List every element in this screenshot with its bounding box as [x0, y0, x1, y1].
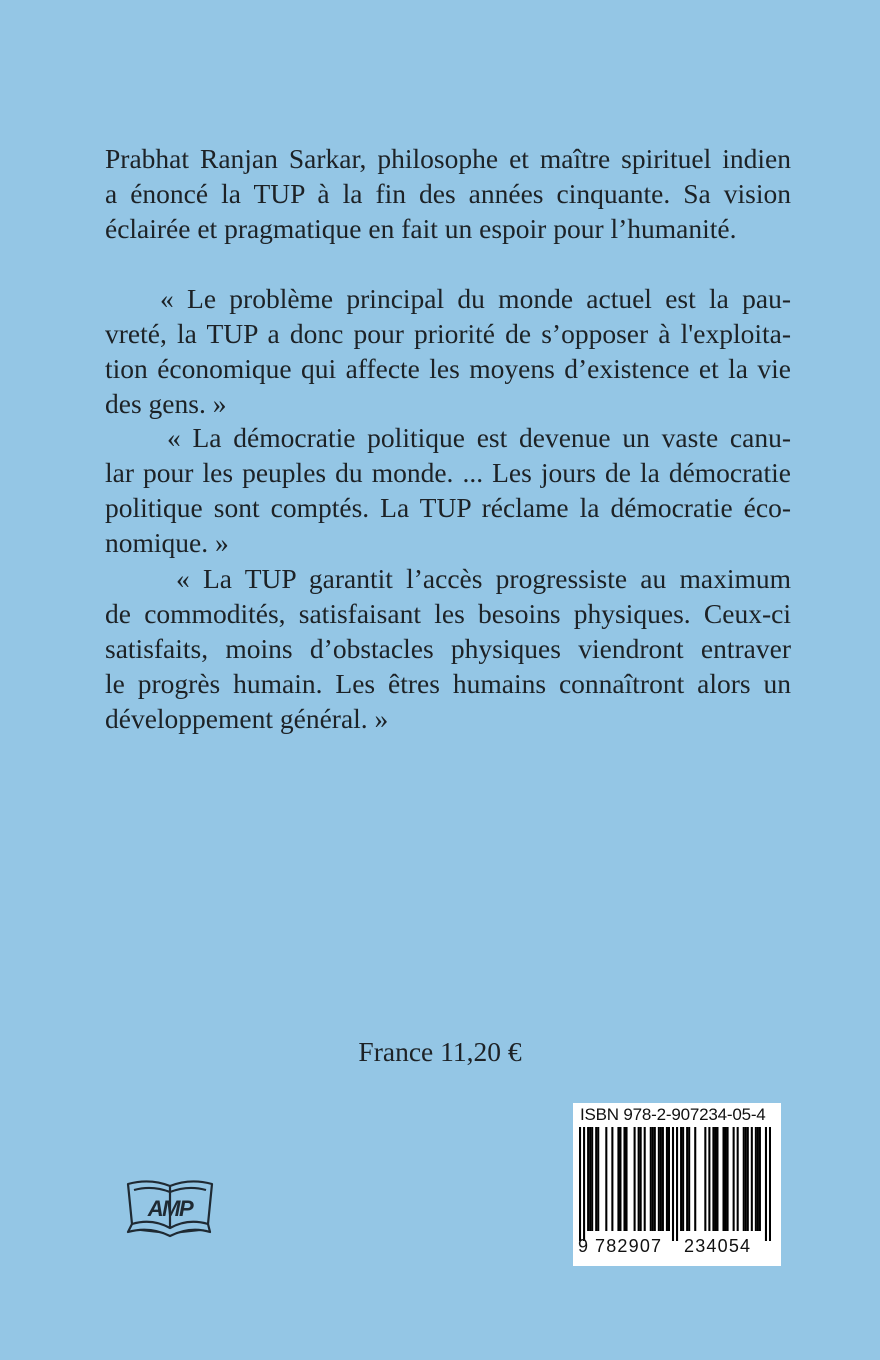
barcode-bar: [737, 1127, 739, 1231]
barcode-bar: [644, 1127, 646, 1231]
barcode-bar: [714, 1127, 716, 1231]
quote-line: lar pour les peuples du monde. ... Les jours de la démocratie: [105, 457, 791, 488]
quote-line: tion économique qui affecte les moyens d’existence et la vie: [105, 353, 791, 384]
barcode-bar: [759, 1127, 761, 1231]
barcode-bar: [755, 1127, 757, 1231]
barcode-bar: [694, 1127, 696, 1231]
barcode-bar: [682, 1127, 684, 1231]
barcode-bar: [745, 1127, 747, 1231]
quote-line: des gens. »: [105, 388, 227, 419]
barcode-bar: [743, 1127, 745, 1231]
isbn-label: ISBN 978-2-907234-05-4: [580, 1105, 766, 1124]
barcode-bar: [680, 1127, 682, 1231]
svg-text:AMP: AMP: [147, 1196, 193, 1221]
quote-line: « La démocratie politique est devenue un vaste canu-: [167, 422, 791, 453]
quote-development: [105, 561, 791, 736]
barcode-bar: [591, 1127, 593, 1231]
barcode-bar: [666, 1127, 668, 1231]
intro-line: éclairée et pragmatique en fait un espoir pour l’humanité.: [105, 213, 737, 244]
barcode-digits-right: 234054: [684, 1236, 752, 1256]
barcode-bar: [619, 1127, 621, 1231]
barcode-bar: [625, 1127, 627, 1231]
barcode-bar: [765, 1127, 767, 1241]
barcode-bar: [605, 1127, 607, 1231]
barcode-bar: [658, 1127, 660, 1231]
quote-line: « Le problème principal du monde actuel est la pau-: [160, 283, 791, 314]
intro-paragraph: [105, 141, 791, 246]
quote-line: nomique. »: [105, 527, 229, 558]
barcode-bar: [686, 1127, 688, 1231]
barcode-digits-left: 782907: [595, 1236, 663, 1256]
barcode-bar: [769, 1127, 771, 1241]
barcode-bar: [662, 1127, 664, 1231]
barcode-bar: [634, 1127, 636, 1231]
barcode-bar: [589, 1127, 591, 1231]
barcode-bar: [708, 1127, 710, 1231]
barcode-bar: [587, 1127, 589, 1231]
barcode-bar: [676, 1127, 678, 1241]
barcode-graphic: [579, 1127, 771, 1241]
barcode-bar: [716, 1127, 718, 1231]
barcode-bar: [688, 1127, 690, 1231]
barcode-bar: [583, 1127, 585, 1241]
quote-line: « La TUP garantit l’accès progressiste au maximum: [176, 563, 791, 594]
intro-line: a énoncé la TUP à la fin des années cinquante. Sa vision: [105, 178, 791, 209]
quote-line: de commodités, satisfaisant les besoins physiques. Ceux-ci: [105, 598, 791, 629]
quote-poverty: [105, 281, 791, 421]
barcode-bar: [733, 1127, 735, 1231]
barcode-bar: [704, 1127, 706, 1231]
barcode-bar: [638, 1127, 640, 1231]
barcode-bar: [652, 1127, 654, 1231]
barcode-bar: [595, 1127, 597, 1231]
barcode-bar: [668, 1127, 670, 1231]
intro-line: Prabhat Ranjan Sarkar, philosophe et maître spirituel indien: [105, 143, 791, 174]
barcode-bar: [751, 1127, 753, 1231]
barcode-bar: [672, 1127, 674, 1241]
barcode-bar: [617, 1127, 619, 1231]
barcode-bar: [640, 1127, 642, 1231]
barcode-bar: [654, 1127, 656, 1231]
quote-line: politique sont comptés. La TUP réclame la démocratie éco-: [105, 492, 791, 523]
barcode-bar: [597, 1127, 599, 1231]
quote-line: le progrès humain. Les êtres humains connaîtront alors un: [105, 668, 791, 699]
isbn-barcode-box: [573, 1103, 781, 1266]
barcode-bar: [757, 1127, 759, 1231]
barcode-bar: [747, 1127, 749, 1231]
barcode-bar: [579, 1127, 581, 1241]
barcode-bar: [712, 1127, 714, 1231]
quote-democracy: [105, 420, 791, 560]
price-label: France 11,20 €: [358, 1036, 522, 1067]
barcode-bar: [722, 1127, 724, 1231]
open-book-logo-icon: [124, 1176, 216, 1240]
barcode-bar: [650, 1127, 652, 1231]
quote-line: vreté, la TUP a donc pour priorité de s’opposer à l'exploita-: [105, 318, 791, 349]
barcode-bar: [727, 1127, 729, 1231]
barcode-bar: [660, 1127, 662, 1231]
barcode-digit-first: 9: [578, 1236, 589, 1256]
barcode-bar: [611, 1127, 613, 1231]
quote-line: développement général. »: [105, 703, 389, 734]
barcode-bar: [725, 1127, 727, 1231]
quote-line: satisfaits, moins d’obstacles physiques viendront entraver: [105, 633, 791, 664]
barcode-bar: [623, 1127, 625, 1231]
